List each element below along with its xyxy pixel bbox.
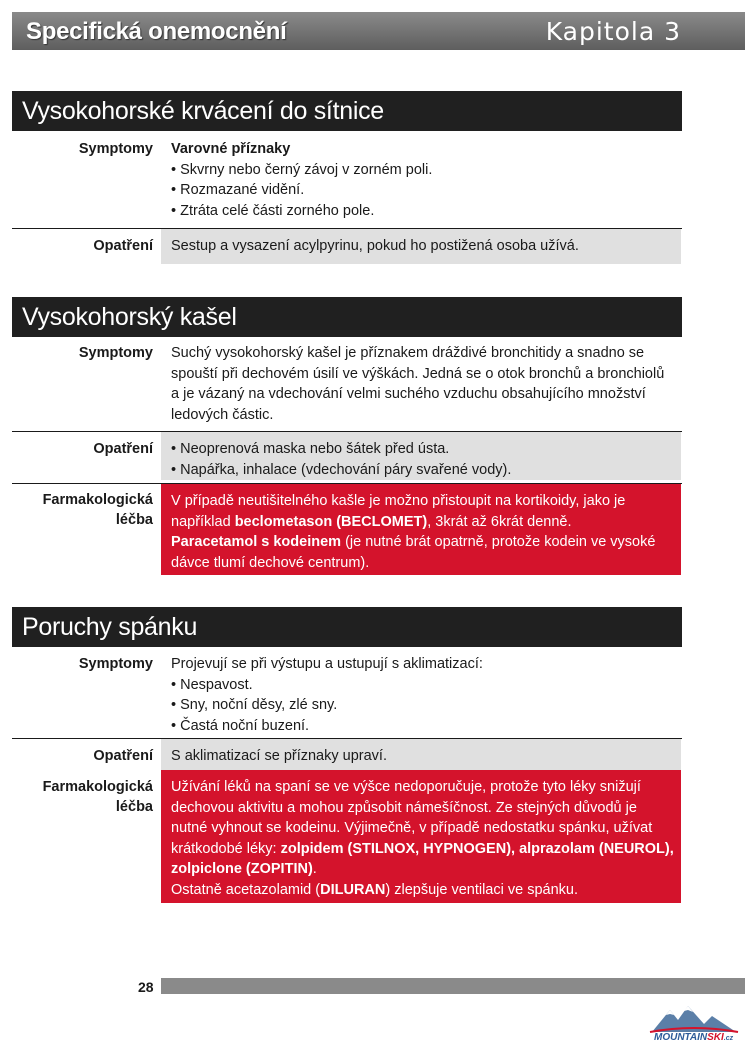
pharmacology-content — [161, 484, 681, 575]
page-number: 28 — [138, 979, 154, 995]
symptom-item: • Rozmazané vidění. — [171, 182, 305, 198]
section-title-high-altitude-cough: Vysokohorský kašel — [12, 297, 682, 337]
mountainski-logo — [648, 1002, 740, 1044]
pharma-text-line: dechovou aktivitu a mohou způsobit námešíčnost. Ze stejných důvodů je — [171, 799, 637, 816]
section-title-sleep-disorders: Poruchy spánku — [12, 607, 682, 647]
section-title-retinal-hemorrhage: Vysokohorské krvácení do sítnice — [12, 91, 682, 131]
pharma-text: například — [171, 513, 235, 530]
footer-bar — [161, 978, 745, 994]
symptom-text-line: a je vázaný na vdechování velmi suchého vzduchu obsahujícího množství — [171, 386, 646, 402]
symptom-item: • Sny, noční děsy, zlé sny. — [171, 697, 338, 713]
measures-content — [161, 229, 681, 264]
chapter-number-title: Kapitola 3 — [545, 17, 681, 46]
measures-content — [161, 739, 681, 770]
pharma-text: (je nutné brát opatrně, protože kodein ve vysoké — [341, 534, 656, 550]
symptoms-content — [161, 132, 681, 227]
measures-label: Opatření — [93, 238, 153, 254]
measure-item: S aklimatizací se příznaky upraví. — [171, 748, 387, 764]
pharma-text-line: Užívání léků na spaní se ve výšce nedoporučuje, protože tyto léky snižují — [171, 779, 641, 795]
pharma-text-line: nutné vyhnout se kodeinu. Výjimečně, v případě nedostatku spánku, užívat — [171, 820, 653, 836]
symptoms-content — [161, 647, 681, 742]
pharmacology-content — [161, 770, 681, 903]
logo-text: .cz — [723, 1035, 734, 1042]
pharma-text: ) zlepšuje ventilaci ve spánku. — [385, 881, 578, 898]
measure-item: • Neoprenová maska nebo šátek před ústa. — [171, 441, 450, 457]
symptom-item: • Skvrny nebo černý závoj v zorném poli. — [171, 161, 433, 178]
pharma-text-line — [171, 859, 671, 880]
symptom-item: • Nespavost. — [171, 676, 253, 693]
logo-text: SKI — [707, 1032, 724, 1043]
pharmacology-label-line: léčba — [115, 512, 153, 528]
pharmacology-label — [12, 490, 153, 530]
measures-label: Opatření — [93, 441, 153, 457]
symptom-item: • Ztráta celé části zorného pole. — [171, 202, 375, 219]
pharmacology-label-line: Farmakologická — [42, 492, 153, 508]
pharma-text-line: dávce tlumí dechové centrum). — [171, 554, 370, 571]
pharma-text: Ostatně acetazolamid ( — [171, 881, 321, 898]
symptom-text-line: spouští při dechovém úsilí ve výškách. Jedná se o otok bronchů a bronchiolů — [171, 365, 665, 382]
drug-name: beclometason (BECLOMET) — [234, 513, 428, 530]
chapter-topic-title: Specifická onemocnění — [26, 18, 287, 45]
logo-text: MOUNTAIN — [654, 1032, 708, 1043]
pharma-text-line — [171, 839, 674, 860]
symptom-item: • Častá noční buzení. — [171, 717, 310, 734]
pharma-text: . — [312, 861, 317, 877]
symptoms-label: Symptomy — [78, 345, 153, 361]
pharmacology-label-line: Farmakologická — [42, 779, 153, 795]
drug-name: Paracetamol s kodeinem — [171, 534, 342, 550]
measures-content — [161, 432, 681, 480]
symptom-text-line: Suchý vysokohorský kašel je příznakem dráždivé bronchitidy a snadno se — [171, 345, 645, 361]
pharma-text: krátkodobé léky: — [171, 840, 281, 857]
measure-item: Sestup a vysazení acylpyrinu, pokud ho postižená osoba užívá. — [171, 238, 579, 254]
pharmacology-label-line: léčba — [115, 799, 153, 815]
measure-item: • Napářka, inhalace (vdechování páry svařené vody). — [171, 461, 512, 478]
pharma-text-line — [171, 880, 671, 901]
symptoms-label: Symptomy — [78, 141, 153, 157]
pharmacology-label — [12, 777, 153, 817]
svg-text:MOUNTAINSKI.cz — [654, 1032, 734, 1043]
chapter-header-bar — [12, 12, 745, 50]
symptoms-label: Symptomy — [78, 656, 153, 672]
symptom-text-line: ledových částic. — [171, 406, 274, 423]
pharma-text-line — [171, 512, 671, 533]
measures-label: Opatření — [93, 748, 153, 764]
drug-name: zolpiclone (ZOPITIN) — [171, 861, 313, 877]
pharma-text: , 3krát až 6krát denně. — [427, 513, 572, 530]
symptom-text-line: Projevují se při výstupu a ustupují s aklimatizací: — [171, 656, 483, 672]
drug-name: zolpidem (STILNOX, HYPNOGEN), alprazolam (NEUROL), — [280, 840, 674, 857]
pharma-text-line — [171, 532, 671, 553]
warning-signs-heading: Varovné příznaky — [171, 141, 291, 157]
drug-name: DILURAN — [320, 881, 386, 898]
mountain-logo-icon — [648, 1002, 740, 1044]
pharma-text-line: V případě neutišitelného kašle je možno přistoupit na kortikoidy, jako je — [171, 493, 626, 509]
symptoms-content — [161, 336, 681, 431]
